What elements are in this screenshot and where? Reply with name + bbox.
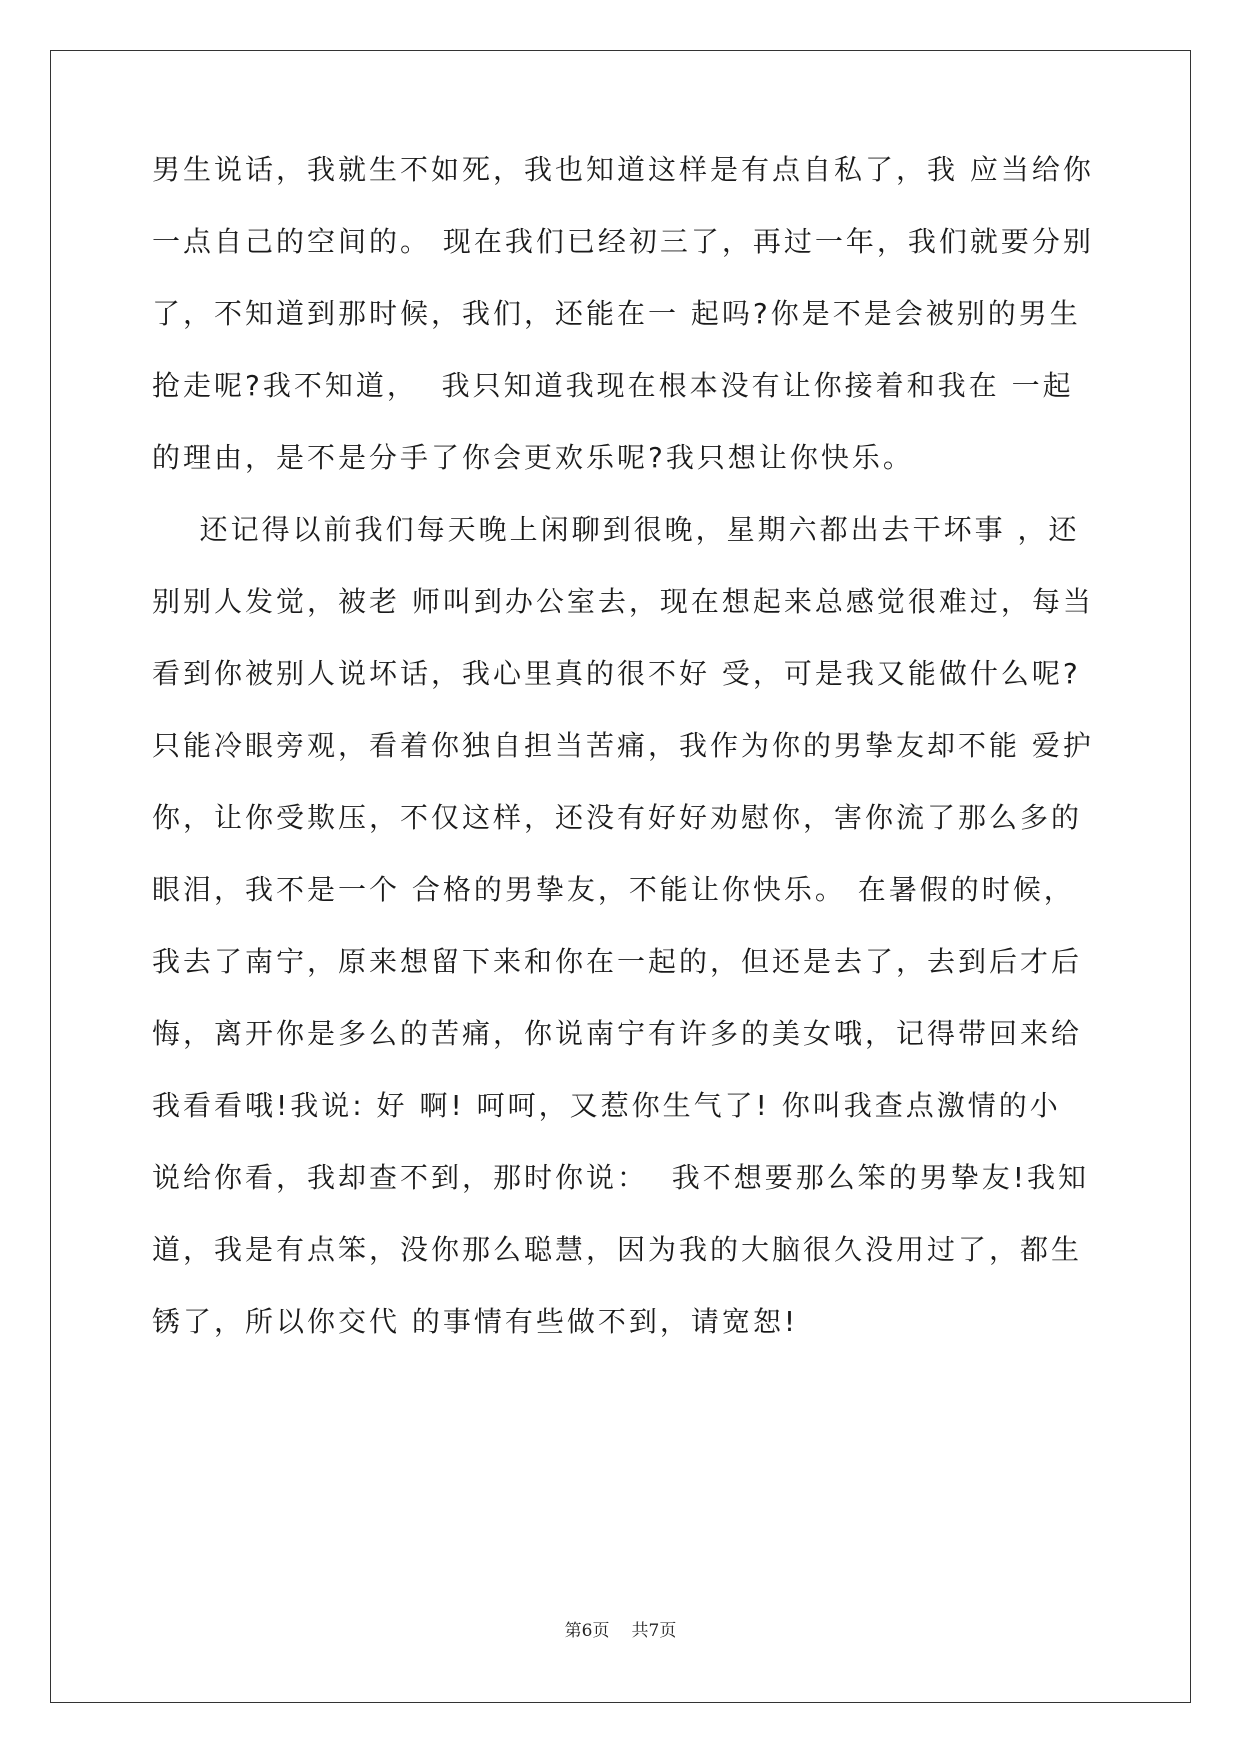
text-line: 你，让你受欺压，不仅这样，还没有好好劝慰你，害你流了那么多的 [152, 801, 1083, 834]
text-line: 只能冷眼旁观，看着你独自担当苦痛，我作为你的男挚友却不能 爱护 [152, 729, 1094, 762]
text-line: 我去了南宁，原来想留下来和你在一起的，但还是去了，去到后才后 [152, 945, 1083, 978]
text-line: 了，不知道到那时候，我们，还能在一 起吗?你是不是会被别的男生 [152, 297, 1081, 330]
text-line: 悔，离开你是多么的苦痛，你说南宁有许多的美女哦，记得带回来给 [152, 1017, 1083, 1050]
text-line: 别别人发觉，被老 师叫到办公室去，现在想起来总感觉很难过，每当 [152, 585, 1094, 618]
text-line: 的理由，是不是分手了你会更欢乐呢?我只想让你快乐。 [152, 441, 914, 474]
text-line: 一点自己的空间的。 现在我们已经初三了，再过一年，我们就要分别 [152, 225, 1094, 258]
text-line: 锈了，所以你交代 的事情有些做不到，请宽恕! [152, 1305, 799, 1338]
text-line: 眼泪，我不是一个 合格的男挚友，不能让你快乐。 在暑假的时候， [152, 873, 1075, 906]
text-line: 我看看哦!我说: 好 啊! 呵呵，又惹你生气了! 你叫我查点激情的小 [152, 1089, 1061, 1122]
text-line: 抢走呢?我不知道， 我只知道我现在根本没有让你接着和我在 一起 [152, 369, 1074, 402]
text-line: 说给你看，我却查不到，那时你说： 我不想要那么笨的男挚友!我知 [152, 1161, 1090, 1194]
text-line: 还记得以前我们每天晚上闲聊到很晚，星期六都出去干坏事 ，还 [152, 513, 1080, 546]
text-line: 道，我是有点笨，没你那么聪慧，因为我的大脑很久没用过了，都生 [152, 1233, 1083, 1266]
page-total: 共7页 [631, 1621, 677, 1641]
text-line: 看到你被别人说坏话，我心里真的很不好 受，可是我又能做什么呢? [152, 657, 1081, 690]
page-number: 第6页 [564, 1621, 610, 1641]
text-line: 男生说话，我就生不如死，我也知道这样是有点自私了，我 应当给你 [152, 153, 1094, 186]
page-footer [0, 1616, 1241, 1641]
